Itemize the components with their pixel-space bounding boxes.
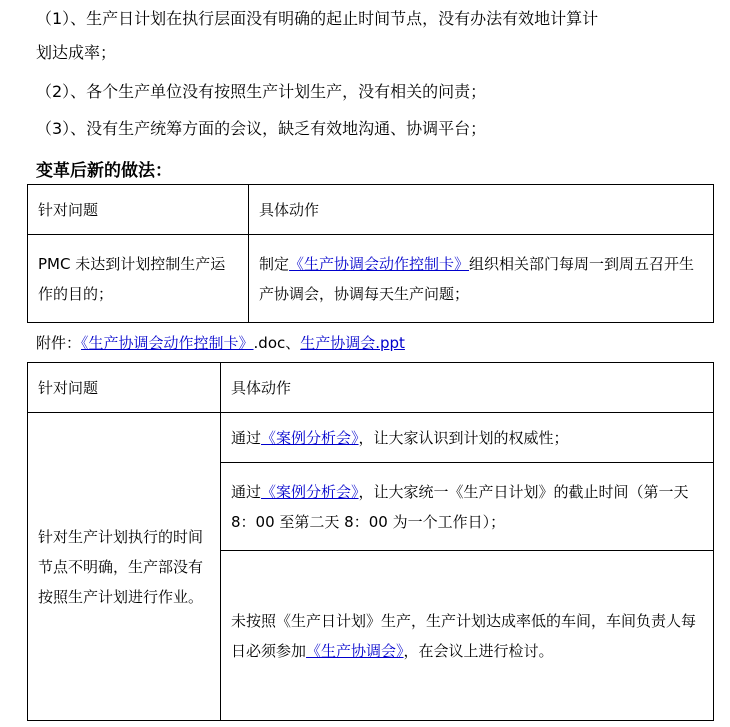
- table-plan: [27, 362, 714, 721]
- attachment-mid: .doc、: [253, 334, 301, 352]
- t1-header-problem: 针对问题: [28, 185, 249, 235]
- item3: （3）、没有生产统筹方面的会议，缺乏有效地沟通、协调平台；: [36, 119, 487, 138]
- coordination-meeting-link[interactable]: 《生产协调会》: [306, 641, 404, 660]
- t1-problem: PMC 未达到计划控制生产运作的目的；: [28, 235, 249, 323]
- table-pmc: [27, 184, 714, 323]
- attachment-ppt-link[interactable]: 生产协调会.ppt: [300, 334, 405, 352]
- t1-header-action: 具体动作: [249, 185, 714, 235]
- t1-action: [249, 235, 714, 323]
- item1-line2: 划达成率；: [36, 43, 117, 62]
- item1-line1: （1）、生产日计划在执行层面没有明确的起止时间节点，没有办法有效地计算计: [36, 9, 599, 28]
- t2-action1-pre: 通过: [231, 428, 262, 447]
- t2-problem: 针对生产计划执行的时间节点不明确，生产部没有按照生产计划进行作业。: [28, 413, 221, 721]
- control-card-link[interactable]: 《生产协调会动作控制卡》: [289, 254, 470, 273]
- t2-action2: [221, 463, 714, 551]
- t1-action-pre: 制定: [259, 254, 290, 273]
- t2-action3: [221, 551, 714, 721]
- section-heading: 变革后新的做法：: [36, 161, 172, 181]
- t2-header-problem: 针对问题: [28, 363, 221, 413]
- item2: （2）、各个生产单位没有按照生产计划生产，没有相关的问责；: [36, 82, 487, 101]
- attachment-prefix: 附件：: [36, 334, 82, 352]
- t1-action-post: 组织相关部门每周一到周五召开生产协调会，协调每天生产问题；: [259, 254, 695, 303]
- t2-action1-post: ，让大家认识到计划的权威性；: [358, 428, 569, 447]
- attachment-doc-link[interactable]: 《生产协调会动作控制卡》: [81, 334, 254, 352]
- case-meeting-link-1[interactable]: 《案例分析会》: [261, 428, 359, 447]
- t2-action1: [221, 413, 714, 463]
- t2-header-action: 具体动作: [221, 363, 714, 413]
- attachment-line: [36, 332, 405, 354]
- t2-action3-post: ，在会议上进行检讨。: [403, 641, 554, 660]
- t2-action3-pre: 未按照《生产日计划》生产，生产计划达成率低的车间，车间负责人每日必须参加: [231, 611, 697, 660]
- case-meeting-link-2[interactable]: 《案例分析会》: [261, 482, 359, 501]
- t2-action2-pre: 通过: [231, 482, 262, 501]
- t2-action2-post: ，让大家统一《生产日计划》的截止时间（第一天 8：00 至第二天 8：00 为一个工作日）；: [231, 482, 689, 531]
